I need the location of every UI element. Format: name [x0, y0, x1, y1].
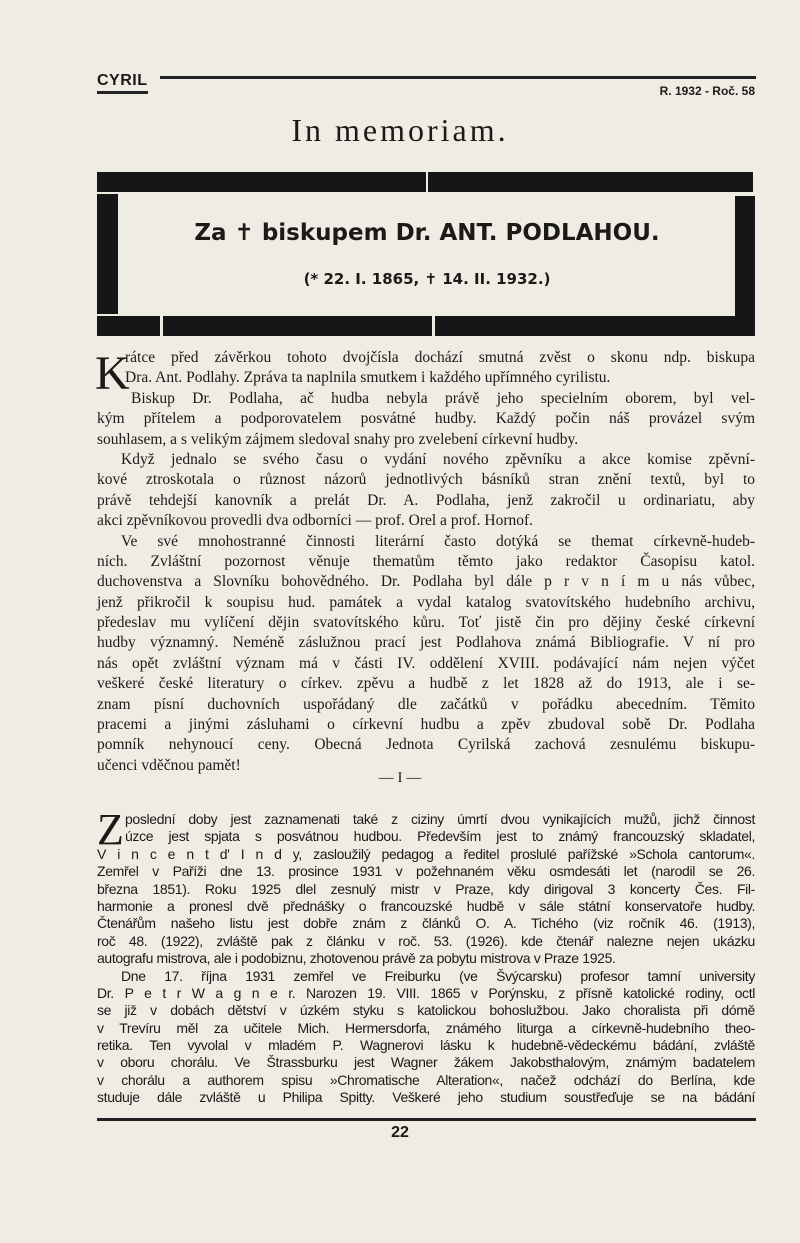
box-border-bottom-1 — [97, 316, 160, 336]
text-line: v Trevíru měl za učitele Mich. Hermersdorfa, známého liturga a církevně-hudebního theo- — [97, 1019, 755, 1036]
text-line: akci zpěvníkovou provedli dva odborníci — prof. Orel a prof. Hornof. — [97, 512, 534, 530]
text-line: Ve své mnohostranné činnosti literární často dotýká se themat církevně-hudeb- — [121, 532, 755, 550]
text-line: učenci vděčnou pamět! — [97, 756, 241, 774]
text-line: veškeré české literatury o církev. zpěvu a hudbě z let 1828 až do 1913, ale i se- — [97, 675, 755, 693]
text-line: studuje dále zvláště u Philipa Spitty. Veškeré jeho studium soustřeďuje se na bádání — [97, 1089, 755, 1106]
text-line: března 1851). Roku 1925 dlel zesnulý mistr v Praze, kdy dirigoval 3 koncerty Čes. Fil- — [97, 880, 755, 897]
box-border-left — [97, 194, 118, 314]
text-line: v oboru chorálu. Ve Štrassburku jest Wagner žákem Jakobsthalovým, známým badatelem — [97, 1054, 755, 1071]
box-border-bottom-2 — [163, 316, 432, 336]
text-line: roč 48. (1922), zvláště pak z článku v roč. 53. (1926). kde čtenář nalezne nejen ukázku — [97, 932, 755, 949]
text-line: harmonie a pronesl dvě přednášky o francouzské hudbě v sále státní konservatoře hudby. — [97, 897, 755, 914]
text-line: Dr. P e t r W a g n e r. Narozen 19. VIII. 1865 v Porýnsku, z přísně katolické rodiny, octl — [97, 984, 755, 1001]
box-border-right — [735, 196, 755, 316]
memorial-dates: (* 22. I. 1865, ✝ 14. II. 1932.) — [303, 270, 551, 288]
text-line: V i n c e n t d' I n d y, zasloužilý pedagog a ředitel proslulé pařížské »Schola cantorum«. — [97, 845, 755, 862]
text-line: poslední doby jest zaznamenati také z ciziny úmrtí dvou vynikajících mužů, jichž činnost — [125, 811, 755, 827]
obituaries-foreign — [97, 805, 755, 1107]
text-line: Čtenářům našeho listu jest dobře znám z článků O. A. Tichého (viz ročník 46. (1913), — [97, 915, 755, 932]
box-border-top-right — [428, 172, 753, 192]
text-line: v chorálu a authorem spisu »Chromatische Alteration«, načež odchází do Berlína, kde — [97, 1071, 755, 1088]
text-line: hudby významný. Neméně záslužnou prací jest Podlahova známá Bibliografie. V ní pro — [97, 634, 755, 652]
text-line: se již v dobách dětství v úzkém styku s katolickou bohoslužbou. Jako choralista při dómě — [97, 1002, 755, 1019]
text-line: znam písní duchovních uspořádaný dle začátků v pořádku abecedním. Těmito — [97, 695, 755, 713]
drop-cap: K — [95, 347, 130, 400]
text-line: úzce jest spjata s posvátnou hudbou. Především jest to známý francouzský skladatel, — [125, 828, 755, 845]
page-number: 22 — [391, 1124, 409, 1141]
text-line: autografu mistrova, ale i podobiznu, zhotovenou právě za pobytu mistrova v Praze 1925. — [97, 950, 616, 967]
text-line: předeslav mu vylíčení dějin svatovítského kůru. Toť jistě čin pro dějiny české církevní — [97, 614, 755, 632]
text-line: rátce před závěrkou tohoto dvojčísla dochází smutná zvěst o skonu ndp. biskupa — [125, 349, 755, 366]
box-border-bottom-3 — [435, 316, 755, 336]
text-line: retika. Ten vyvolal v mladém P. Wagnerovi lásku k hudebně-vědeckému bádání, zvláště — [97, 1037, 755, 1054]
text-line: jenž přikročil k soupisu hud. památek a vydal katalog svatovítského hudebního archivu, — [97, 593, 755, 611]
text-line: Zemřel v Paříži dne 13. prosince 1931 v požehnaném věku osmdesáti let (narodil se 26. — [97, 863, 755, 880]
footer-rule — [97, 1118, 756, 1121]
text-line: duchovenstva a Slovníku bohovědného. Dr. Podlaha byl dále p r v n í m u nás vůbec, — [97, 573, 755, 591]
text-line: právě tehdejší kanovník a prelát Dr. A. Podlaha, jenž zakročil u ordinariatu, aby — [97, 491, 755, 509]
text-line: kové ztroskotala o různost názorů jednotlivých básníků stran znění textů, byl to — [97, 471, 755, 489]
text-line: souhlasem, a s velikým zájmem sledoval snahy pro zvelebení církevní hudby. — [97, 430, 579, 448]
text-line: pomník nehynoucí ceny. Obecná Jednota Cyrilská zachová zesnulému biskupu- — [97, 736, 755, 754]
obituary-podlaha — [97, 348, 755, 776]
box-border-top-left — [97, 172, 426, 192]
text-line: ních. Zvláštní pozornost věnuje thematům těmto jako redaktor Časopisu katol. — [97, 552, 755, 570]
text-line: Dne 17. října 1931 zemřel ve Freiburku (ve Švýcarsku) profesor tamní university — [121, 967, 755, 984]
text-line: Dra. Ant. Podlahy. Zpráva ta naplnila smutkem i každého upřímného cyrilistu. — [125, 369, 611, 387]
text-line: nás opět zvláštní význam má v části IV. oddělení XVIII. podávající nám nejen výčet — [97, 654, 755, 672]
section-separator: — I — — [378, 770, 422, 786]
page-title: In memoriam. — [291, 112, 509, 148]
text-line: kým přítelem a podporovatelem posvátné hudby. Každý počin náš provázel svým — [97, 410, 755, 428]
text-line: pracemi a jinými zásluhami o církevní hudbu a zpěv zbudoval sobě Dr. Podlaha — [97, 716, 755, 734]
memorial-heading: Za ✝ biskupem Dr. ANT. PODLAHOU. — [194, 220, 660, 246]
header-rule — [160, 76, 756, 79]
drop-cap: Z — [97, 805, 124, 854]
text-line: Když jednalo se svého času o vydání nového zpěvníku a akce komise zpěvní- — [121, 450, 755, 468]
issue-info: R. 1932 - Roč. 58 — [659, 84, 755, 98]
text-line: Biskup Dr. Podlaha, ač hudba nebyla právě jeho specielním oborem, byl vel- — [131, 389, 755, 407]
journal-name: CYRIL — [97, 72, 148, 94]
